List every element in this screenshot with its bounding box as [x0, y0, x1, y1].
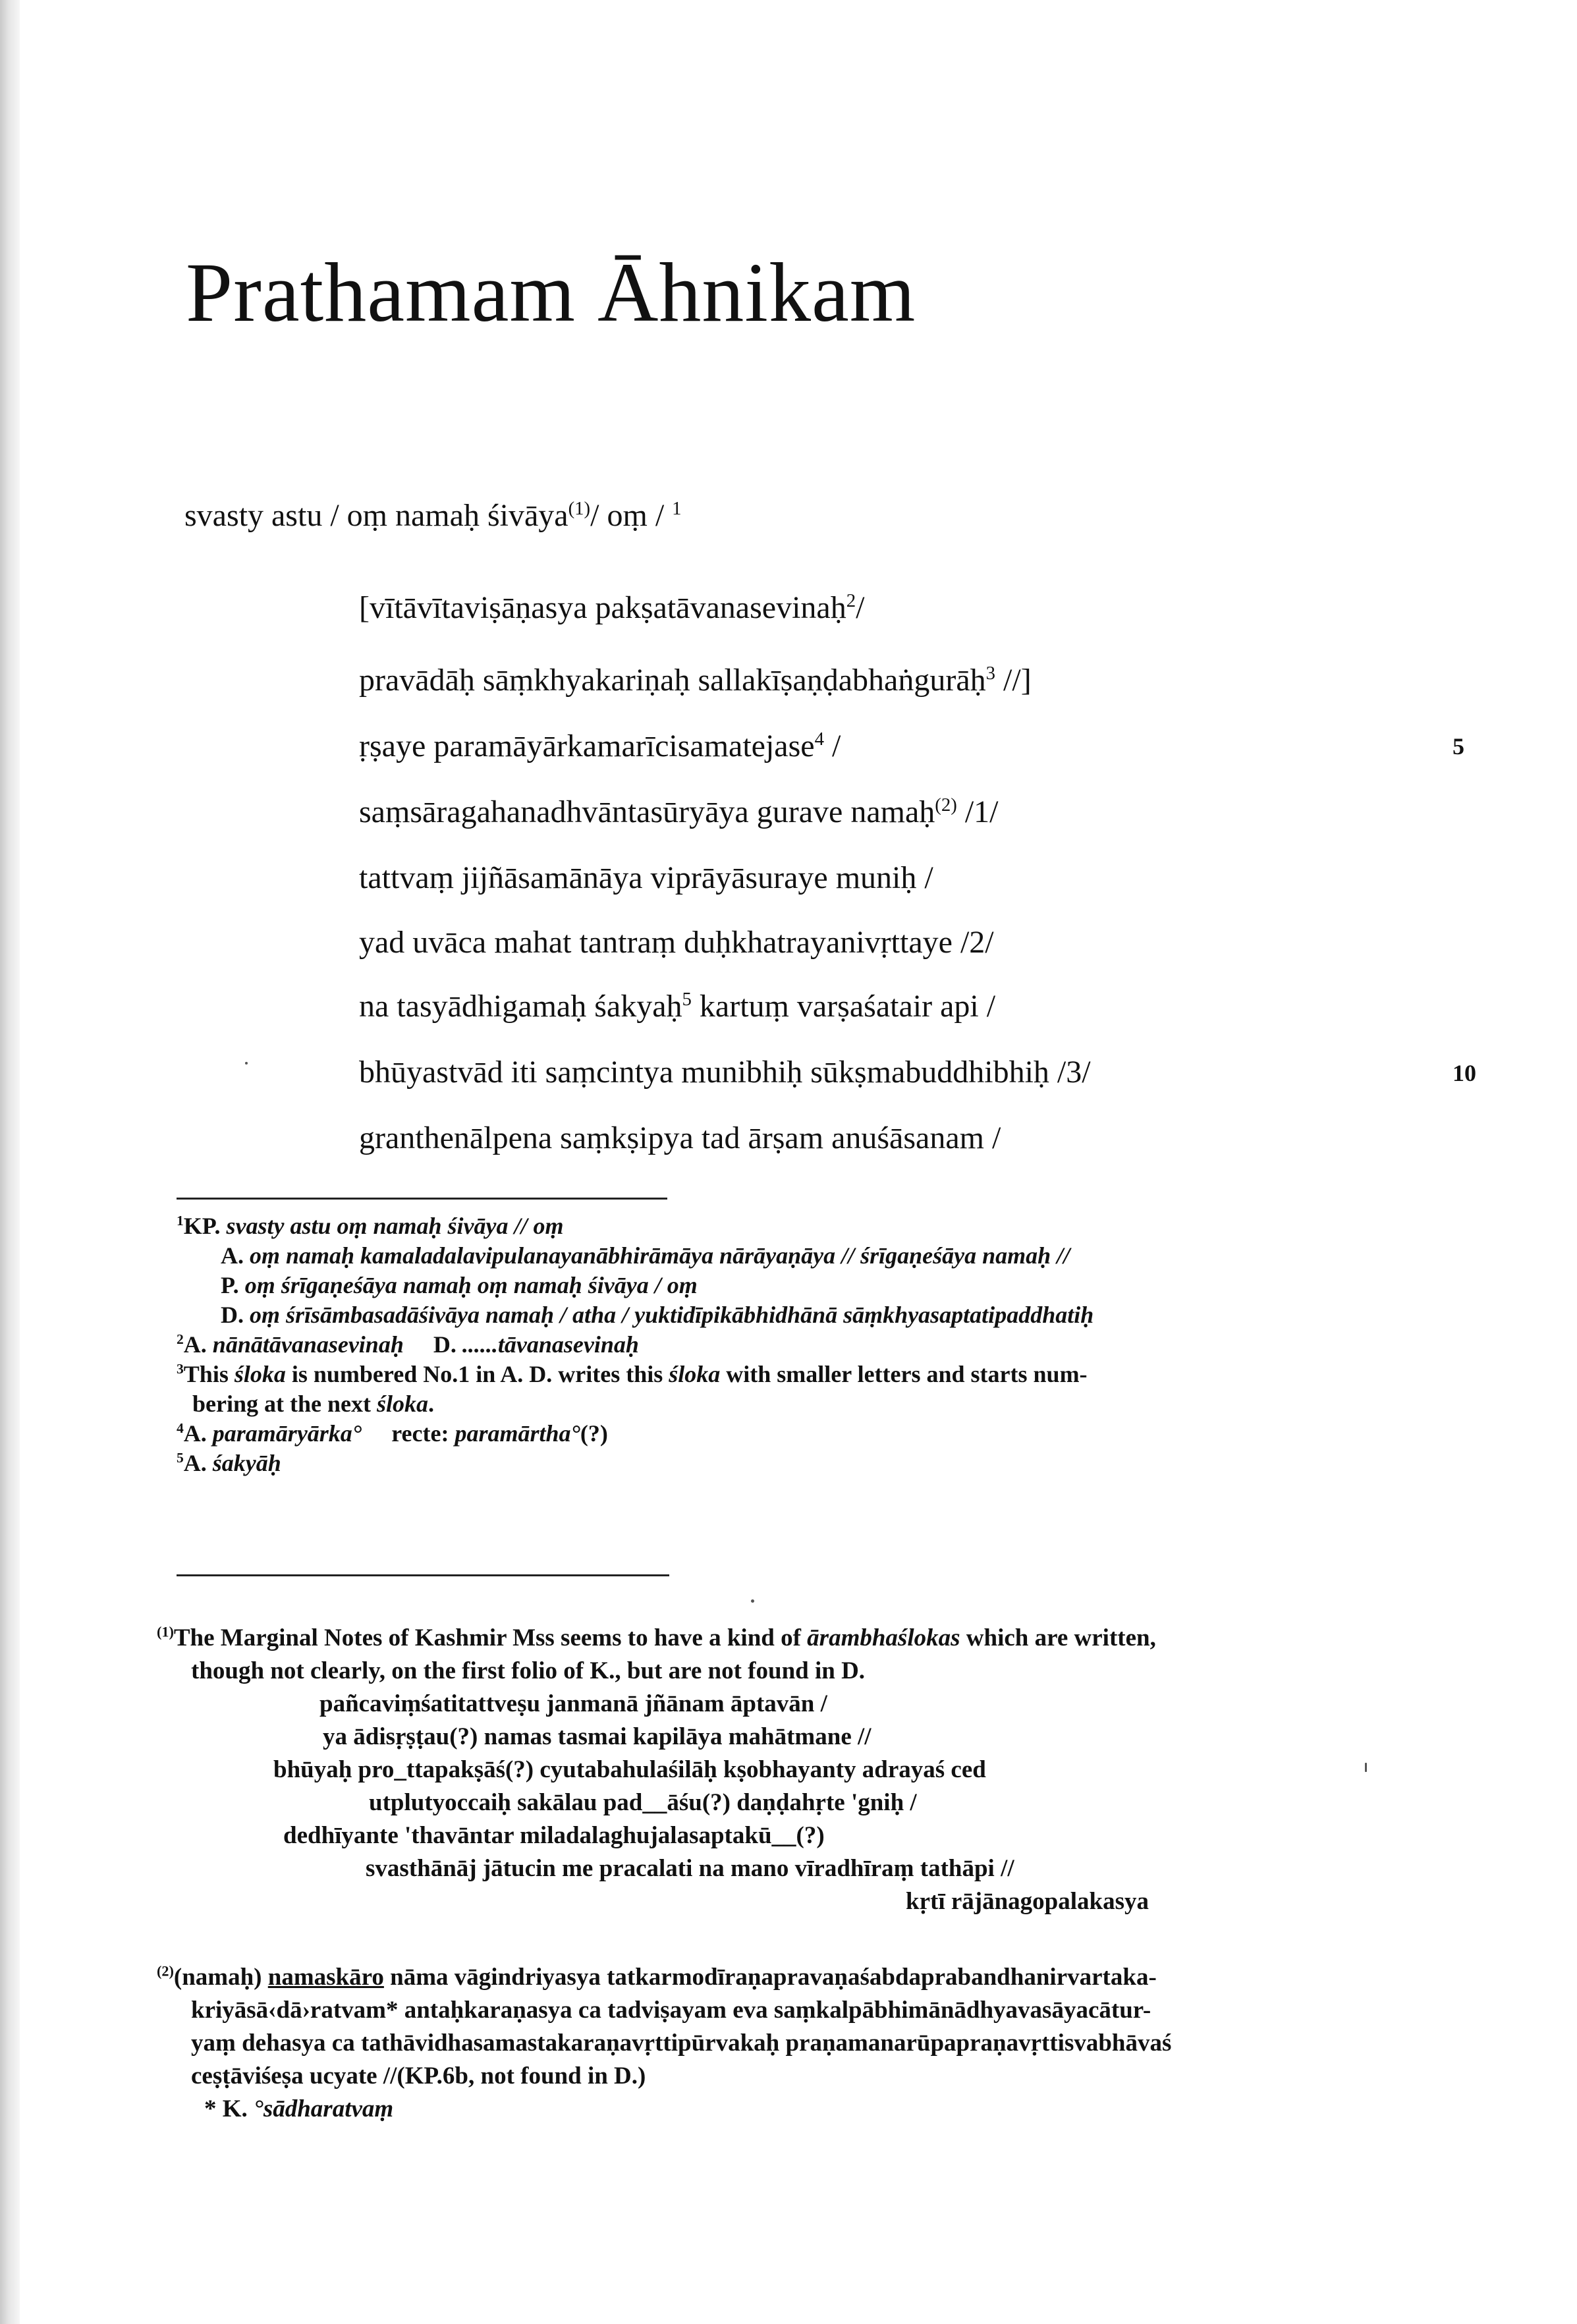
marginal-note-2: $^{(2)}$(namaḥ) namaskāro nāma vāgindriyasya tatkarmodīraṇapravaṇaśabdaprabandhanirvartaka- — [157, 1962, 1157, 1991]
footnote-1-a: A. oṃ namaḥ kamaladalavipulanayanābhirāmāya nārāyaṇāya // śrīgaṇeśāya namaḥ // — [221, 1242, 1070, 1269]
verse-line: granthenālpena saṃkṣipya tad ārṣam anuśāsanam / — [359, 1120, 1001, 1155]
footnote-5: $^5$A. śakyāḥ — [177, 1450, 281, 1476]
scan-speck — [1365, 1763, 1367, 1772]
footnote-1-d: D. oṃ śrīsāmbasadāśivāya namaḥ / atha / yuktidīpikābhidhānā sāṃkhyasaptatipaddhatiḥ — [221, 1302, 1094, 1328]
marginal-note-line: yaṃ dehasya ca tathāvidhasamastakaraṇavṛttipūrvakaḥ praṇamanarūpapraṇavṛttisvabhāvaś — [191, 2030, 1172, 2057]
marginal-note-line: though not clearly, on the first folio of K., but are not found in D. — [191, 1657, 866, 1684]
marginal-attribution: kṛtī rājānagopalakasya — [906, 1888, 1149, 1915]
marginal-verse-line: pañcaviṃśatitattveṣu janmanā jñānam āptavān / — [319, 1690, 827, 1717]
footnote-3: $^3$This śloka is numbered No.1 in A. D. writes this śloka with smaller letters and starts num- — [177, 1361, 1088, 1387]
verse-line: na tasyādhigamaḥ śakyaḥ$^5$ kartuṃ varṣaśatair api / — [359, 989, 996, 1024]
invocation-line — [184, 497, 682, 534]
footnote-3-cont: bering at the next śloka. — [192, 1391, 434, 1417]
footnote-ref: 1 — [672, 498, 682, 519]
marginal-note-ref: (1) — [568, 498, 591, 519]
marginal-verse-line: svasthānāj jātucin me pracalati na mano vīradhīraṃ tathāpi // — [366, 1855, 1014, 1882]
verse-line: pravādāḥ sāṃkhyakariṇaḥ sallakīṣaṇḍabhaṅgurāḥ$^3$ //] — [359, 663, 1032, 698]
line-number: 5 — [1452, 733, 1464, 760]
marginal-note-1: $^{(1)}$The Marginal Notes of Kashmir Mss seems to have a kind of ārambhaślokas which are written, — [157, 1623, 1156, 1651]
verse-line: [vītāvītaviṣāṇasya pakṣatāvanasevinaḥ$^2$/ — [359, 590, 865, 625]
scan-speck — [245, 1062, 248, 1065]
footnote-rule — [177, 1198, 667, 1200]
marginal-verse-line: utplutyoccaiḥ sakālau pad__āśu(?) daṇḍahṛte 'gniḥ / — [369, 1789, 917, 1816]
footnote-4: $^4$A. paramāryārka° recte: paramārtha°(?) — [177, 1420, 608, 1447]
footnote-1-p: P. oṃ śrīgaṇeśāya namaḥ oṃ namaḥ śivāya / oṃ — [221, 1272, 698, 1298]
marginal-notes-rule — [177, 1574, 669, 1576]
footnote-2: $^2$A. nānātāvanasevinaḥ D. ......tāvanasevinaḥ — [177, 1331, 639, 1358]
marginal-note-line: kriyāsā‹dā›ratvam* antaḥkaraṇasya ca tadviṣayam eva saṃkalpābhimānādhyavasāyacātur- — [191, 1997, 1151, 2024]
verse-line: bhūyastvād iti saṃcintya munibhiḥ sūkṣmabuddhibhiḥ /3/ — [359, 1055, 1091, 1090]
verse-line: tattvaṃ jijñāsamānāya viprāyāsuraye muniḥ / — [359, 860, 933, 895]
verse-line: ṛṣaye paramāyārkamarīcisamatejase$^4$ / — [359, 729, 841, 763]
marginal-verse-line: bhūyaḥ pro_ttapakṣāś(?) cyutabahulaśilāḥ kṣobhayanty adrayaś ced — [273, 1756, 986, 1783]
marginal-verse-line: dedhīyante 'thavāntar miladalaghujalasaptakū__(?) — [283, 1822, 825, 1849]
footnote-1-kp: $^1$KP. svasty astu oṃ namaḥ śivāya // oṃ — [177, 1213, 564, 1239]
marginal-note-line: ceṣṭāviśeṣa ucyate //(KP.6b, not found in D.) — [191, 2062, 646, 2089]
verse-line: yad uvāca mahat tantraṃ duḥkhatrayanivṛttaye /2/ — [359, 925, 994, 960]
verse-line: saṃsāragahanadhvāntasūryāya gurave namaḥ$^{(2)}$ /1/ — [359, 794, 999, 829]
marginal-note-line: * K. °sādharatvaṃ — [204, 2095, 394, 2122]
page-title: Prathamam Āhnikam — [186, 246, 916, 339]
scan-speck — [751, 1599, 754, 1603]
invocation-text: / oṃ / — [590, 498, 665, 533]
marginal-verse-line: ya ādisṛṣṭau(?) namas tasmai kapilāya mahātmane // — [323, 1723, 872, 1750]
invocation-text: svasty astu / oṃ namaḥ śivāya — [184, 498, 568, 533]
line-number: 10 — [1452, 1060, 1476, 1086]
page-spine-shadow — [0, 0, 20, 2324]
